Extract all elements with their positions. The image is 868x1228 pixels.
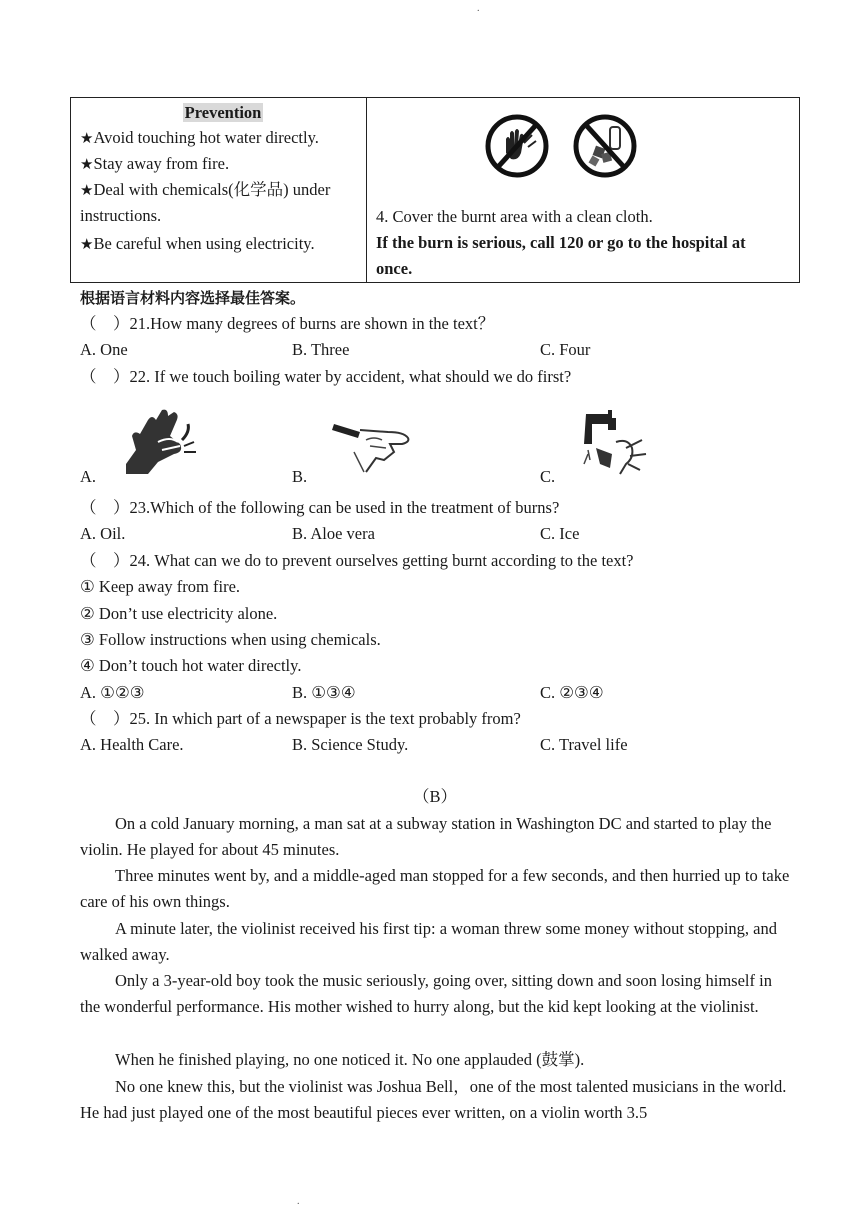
star-icon: ★ — [80, 235, 94, 253]
q23-option-a: A. Oil. — [80, 524, 126, 543]
question-21: （ ）21.How many degrees of burns are shown in the text？ — [80, 314, 495, 333]
q25-option-a: A. Health Care. — [80, 735, 184, 754]
q24-statement-4: ④ Don’t touch hot water directly. — [80, 656, 302, 675]
serious-burn-note-continued: once. — [376, 259, 413, 278]
hand-under-tap-illustration — [118, 406, 200, 476]
passage-b-paragraph-4: Only a 3-year-old boy took the music seriously, going over, sitting down and soon losing himself in the wonderful performance. His mother wished to hurry along, but the kid kept looking at the violinist. — [80, 971, 772, 1017]
prevention-item: ★Stay away from fire. — [80, 154, 230, 173]
question-23: （ ）23.Which of the following can be used in the treatment of burns? — [80, 498, 560, 517]
q21-option-c: C. Four — [540, 340, 591, 359]
question-24: （ ）24. What can we do to prevent ourselves getting burnt according to the text? — [80, 551, 634, 570]
q25-option-c: C. Travel life — [540, 735, 628, 754]
q24-statement-3: ③ Follow instructions when using chemicals. — [80, 630, 381, 649]
prevention-item: ★Deal with chemicals(化学品) under — [80, 180, 331, 199]
serious-burn-note: If the burn is serious, call 120 or go to the hospital at — [376, 233, 746, 252]
prevention-item: ★Avoid touching hot water directly. — [80, 128, 319, 147]
passage-b-paragraph-5: When he finished playing, no one noticed it. No one applauded (鼓掌). — [115, 1050, 585, 1069]
q23-option-c: C. Ice — [540, 524, 580, 543]
star-icon: ★ — [80, 181, 94, 199]
header-mark: . — [477, 3, 480, 14]
q21-option-a: A. One — [80, 340, 128, 359]
burn-info-table — [70, 97, 800, 283]
no-ice-icon — [572, 113, 638, 179]
prevention-cell — [71, 98, 367, 282]
q22-option-b: B. — [292, 467, 308, 486]
water-tap-illustration — [582, 404, 662, 480]
passage-b-paragraph-2: Three minutes went by, and a middle-aged man stopped for a few seconds, and then hurried up to take care of his own things. — [80, 866, 790, 912]
q24-option-b: B. ①③④ — [292, 683, 356, 702]
ointment-on-hand-illustration — [330, 412, 414, 478]
prevention-item-continued: instructions. — [80, 206, 162, 225]
q24-option-a: A. ①②③ — [80, 683, 145, 702]
footer-mark: . — [297, 1196, 300, 1207]
prevention-title: Prevention — [184, 103, 262, 122]
question-22: （ ）22. If we touch boiling water by accident, what should we do first? — [80, 367, 572, 386]
q23-option-b: B. Aloe vera — [292, 524, 375, 543]
q21-option-b: B. Three — [292, 340, 350, 359]
passage-b-label: （B） — [413, 787, 458, 806]
treatment-cell — [367, 98, 799, 282]
q24-statement-1: ① Keep away from fire. — [80, 577, 241, 596]
treatment-step-4: 4. Cover the burnt area with a clean cloth. — [376, 207, 653, 226]
question-25: （ ）25. In which part of a newspaper is the text probably from? — [80, 709, 521, 728]
no-touch-hand-icon — [484, 113, 550, 179]
prevention-item: ★Be careful when using electricity. — [80, 234, 315, 253]
q22-option-a: A. — [80, 467, 97, 486]
star-icon: ★ — [80, 129, 94, 147]
passage-b-paragraph-3: A minute later, the violinist received his first tip: a woman threw some money without stopping, and walked away. — [80, 919, 777, 965]
q22-option-c: C. — [540, 467, 556, 486]
q25-option-b: B. Science Study. — [292, 735, 409, 754]
q24-statement-2: ② Don’t use electricity alone. — [80, 604, 278, 623]
passage-b-paragraph-6: No one knew this, but the violinist was Joshua Bell，one of the most talented musicians in the world. He had just played one of the most beautiful pieces ever written, on a violin worth 3.5 — [80, 1077, 787, 1123]
passage-b-paragraph-1: On a cold January morning, a man sat at a subway station in Washington DC and started to play the violin. He played for about 45 minutes. — [80, 814, 772, 860]
star-icon: ★ — [80, 155, 94, 173]
q24-option-c: C. ②③④ — [540, 683, 604, 702]
section-instruction: 根据语言材料内容选择最佳答案。 — [80, 289, 306, 307]
